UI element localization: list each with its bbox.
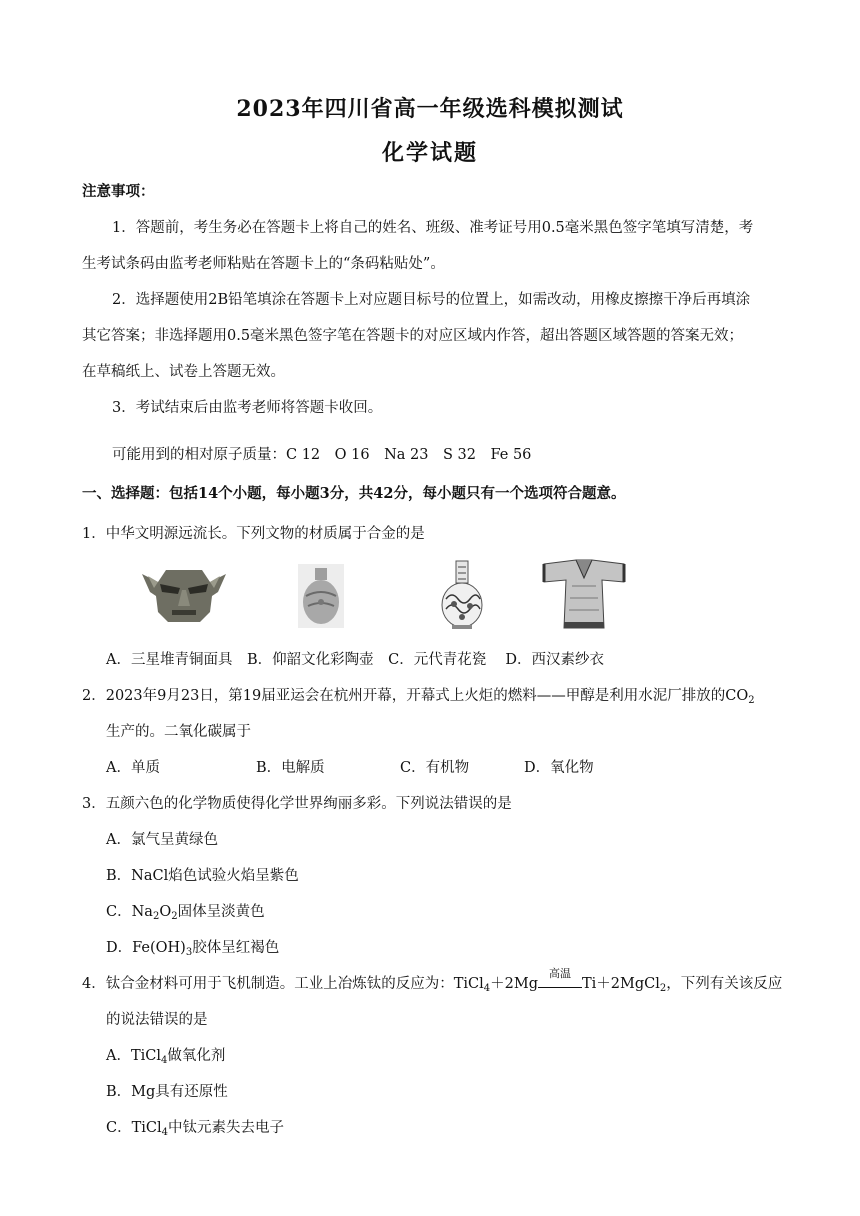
question-2-option-d: D．氧化物 (524, 760, 594, 776)
question-2-option-b: B．电解质 (256, 760, 325, 776)
notice-item-3: 3．考试结束后由监考老师将答题卡收回。 (112, 400, 383, 416)
question-4-stem-a: 4．钛合金材料可用于飞机制造。工业上冶炼钛的反应为：TiCl$_4$＋2Mg 高温 Ti＋2MgCl$_2$，下列有关该反应 (82, 967, 783, 994)
question-1-options: A．三星堆青铜面具 B．仰韶文化彩陶壶 C．元代青花瓷 D．西汉素纱衣 (106, 652, 604, 668)
question-2-option-a: A．单质 (106, 760, 160, 776)
question-3-option-d: D．$Fe(OH)_3$胶体呈红褐色 (106, 940, 280, 958)
section-1-heading: 一、选择题：包括14个小题，每小题3分，共42分，每小题只有一个选项符合题意。 (82, 485, 626, 502)
plain-gauze-robe-image (542, 558, 626, 632)
reaction-condition: 高温 (538, 976, 582, 988)
question-3-option-c: C．$Na_2O_2$固体呈淡黄色 (106, 904, 265, 922)
question-4-option-b: B．Mg具有还原性 (106, 1084, 228, 1100)
question-2-stem-a: 2．2023年9月23日，第19届亚运会在杭州开幕，开幕式上火炬的燃料——甲醇是利用水泥厂排放的$CO_2$ (82, 688, 755, 706)
exam-subtitle: 化学试题 (381, 140, 478, 166)
notice-item-2a: 2．选择题使用2B铅笔填涂在答题卡上对应题目标号的位置上，如需改动，用橡皮擦擦干净后再填涂 (112, 292, 751, 308)
question-4-option-a: A．TiCl$_4$做氧化剂 (106, 1048, 226, 1066)
notice-heading: 注意事项： (82, 183, 155, 200)
bronze-mask-image (138, 560, 230, 626)
question-1-stem: 1．中华文明源远流长。下列文物的材质属于合金的是 (82, 526, 425, 542)
question-4-option-c: C．TiCl$_4$中钛元素失去电子 (106, 1120, 285, 1138)
notice-item-1b: 生考试条码由监考老师粘贴在答题卡上的“条码粘贴处”。 (82, 256, 445, 272)
notice-item-1a: 1．答题前，考生务必在答题卡上将自己的姓名、班级、准考证号用0.5毫米黑色签字笔填写清楚，考 (112, 220, 754, 236)
question-2-stem-b: 生产的。二氧化碳属于 (106, 724, 251, 740)
question-4-stem-b: 的说法错误的是 (106, 1012, 208, 1028)
exam-title: 2023年四川省高一年级选科模拟测试 (236, 96, 624, 122)
question-2-option-c: C．有机物 (400, 760, 470, 776)
painted-pottery-pot-image (298, 564, 344, 628)
notice-item-2b: 其它答案；非选择题用0.5毫米黑色签字笔在答题卡的对应区域内作答，超出答题区域答题的答案无效； (82, 328, 744, 344)
notice-item-2c: 在草稿纸上、试卷上答题无效。 (82, 364, 285, 380)
atomic-masses: 可能用到的相对原子质量：C 12 O 16 Na 23 S 32 Fe 56 (112, 447, 532, 463)
question-3-option-a: A．氯气呈黄绿色 (106, 832, 218, 848)
question-3-option-b: B．NaCl焰色试验火焰呈紫色 (106, 868, 299, 884)
question-3-stem: 3．五颜六色的化学物质使得化学世界绚丽多彩。下列说法错误的是 (82, 796, 512, 812)
blue-white-porcelain-vase-image (438, 559, 486, 631)
